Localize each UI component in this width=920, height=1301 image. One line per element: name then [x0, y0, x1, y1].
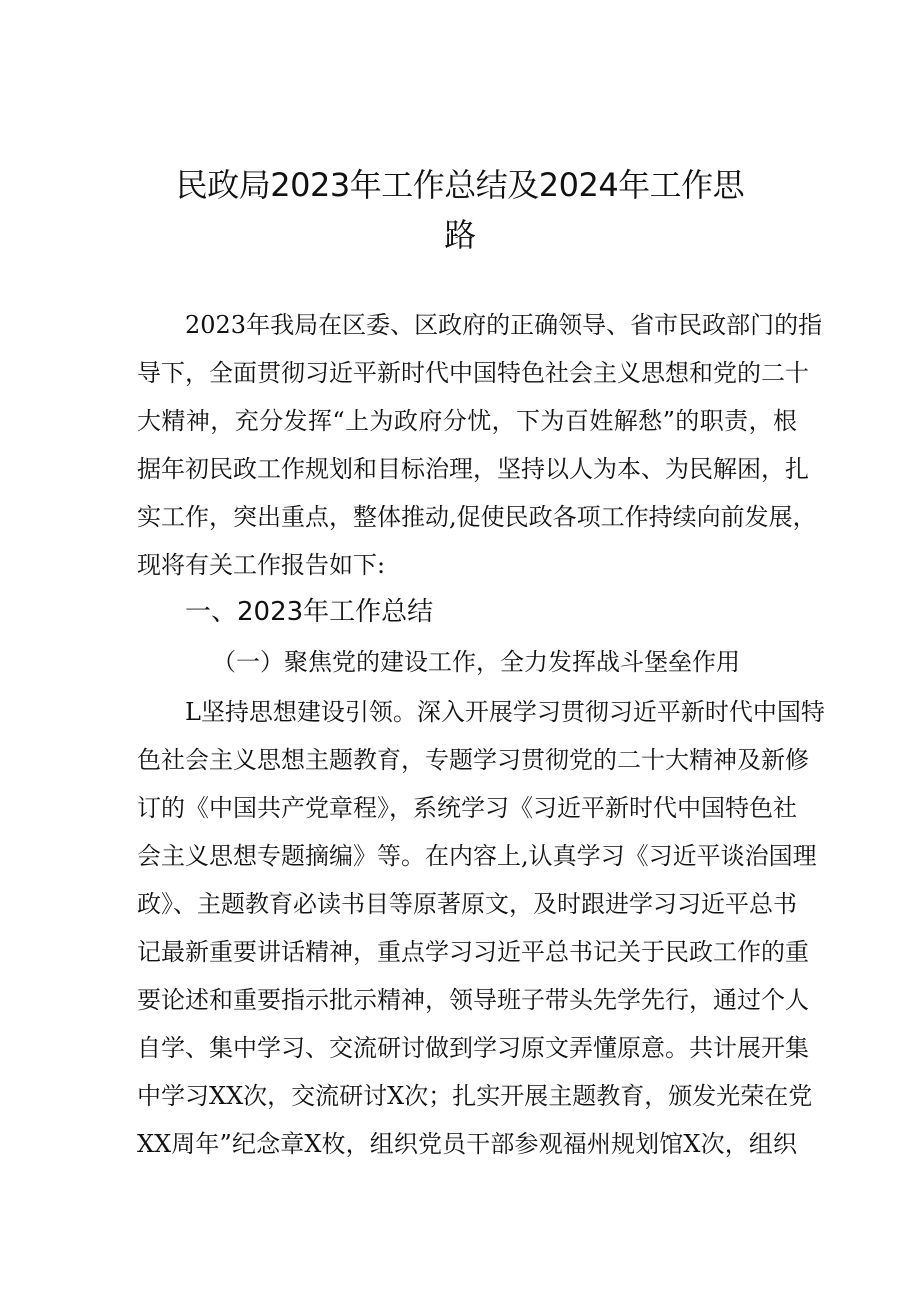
document-title-line-2: 路: [444, 216, 476, 254]
body-line: 政》、主题教育必读书目等原著原文，及时跟进学习习近平总书: [137, 890, 797, 918]
intro-line: 2023年我局在区委、区政府的正确领导、省市民政部门的指: [185, 311, 823, 339]
body-line: XX周年”纪念章X枚，组织党员干部参观福州规划馆X次，组织: [137, 1130, 797, 1158]
intro-line: 据年初民政工作规划和目标治理，坚持以人为本、为民解困，扎: [137, 455, 809, 483]
body-line: 自学、集中学习、交流研讨做到学习原文弄懂原意。共计展开集: [137, 1034, 809, 1062]
subsection-heading: （一）聚焦党的建设工作，全力发挥战斗堡垒作用: [212, 648, 740, 676]
section-heading: 一、2023年工作总结: [185, 597, 434, 627]
document-title-line-1: 民政局2023年工作总结及2024年工作思: [175, 166, 745, 204]
body-line: 记最新重要讲话精神，重点学习习近平总书记关于民政工作的重: [137, 938, 809, 966]
body-line: 色社会主义思想主题教育，专题学习贯彻党的二十大精神及新修: [137, 746, 809, 774]
intro-line: 实工作，突出重点，整体推动,促使民政各项工作持续向前发展，: [137, 503, 817, 531]
body-line: 要论述和重要指示批示精神，领导班子带头先学先行，通过个人: [137, 986, 809, 1014]
intro-line: 导下，全面贯彻习近平新时代中国特色社会主义思想和党的二十: [137, 359, 809, 387]
body-line: L坚持思想建设引领。深入开展学习贯彻习近平新时代中国特: [185, 698, 825, 726]
body-line: 会主义思想专题摘编》等。在内容上,认真学习《习近平谈治国理: [137, 842, 817, 870]
intro-line: 现将有关工作报告如下:: [137, 551, 386, 579]
intro-line: 大精神，充分发挥“上为政府分忧，下为百姓解愁”的职责，根: [137, 407, 797, 435]
body-line: 订的《中国共产党章程》，系统学习《习近平新时代中国特色社: [137, 794, 797, 822]
body-line: 中学习XX次，交流研讨X次；扎实开展主题教育，颁发光荣在党: [137, 1082, 813, 1110]
